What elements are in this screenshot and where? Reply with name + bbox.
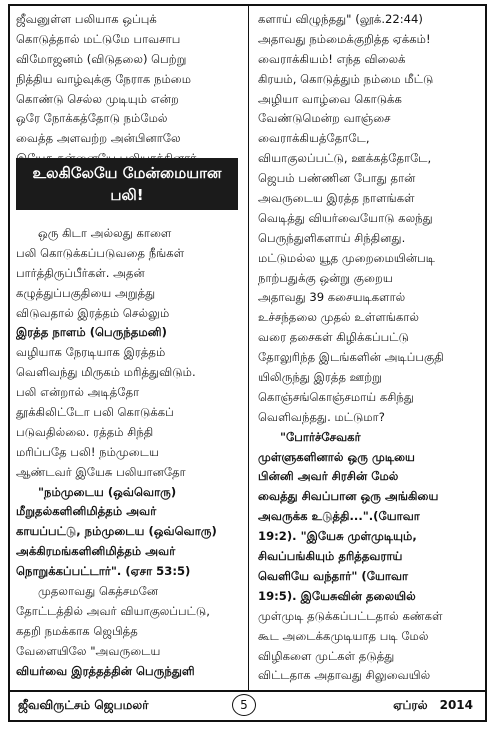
text-line: வரை தசைகள் கிழிக்கப்பட்டு (258, 330, 409, 345)
text-line: வைராக்கியத்தோடே, (258, 131, 370, 146)
text-line: வைராக்கியம்! எந்த விலைக் (258, 51, 406, 66)
text-line: அதாவது நம்மைக்குறித்த ஏக்கம்! (258, 31, 431, 46)
text-line: விமோஜனம் (விடுதலை) பெற்று (16, 51, 187, 66)
text-line: கிரயம், கொடுத்தும் நம்மை மீட்டு (258, 71, 434, 86)
text-line: யிலிருந்து இரத்த ஊற்று (258, 370, 382, 385)
text-line: பெருந்துளிகளாய் சிந்தினது. (258, 230, 406, 245)
text-line: வேண்டுமென்ற வாஞ்சை (258, 111, 391, 126)
text-line: இரத்த நாளம் (பெருந்தமனி) (16, 325, 167, 340)
text-line: வெளிவந்தது. மட்டுமா? (258, 409, 385, 424)
right-column (258, 10, 480, 686)
text-line: அழியா வாழ்வை கொடுக்க (258, 91, 402, 106)
text-line: அவருடைய இரத்த நாளங்கள் (258, 191, 415, 206)
heading-line-1: உலகிலேயே மேன்மையான (32, 164, 222, 182)
text-line: களாய் விழுந்தது" (லூக்.22:44) (258, 12, 423, 26)
text-line: பார்த்திருப்பீர்கள். அதன் (16, 265, 145, 280)
text-line: தூக்கிலிட்டோ பலி கொடுக்கப் (16, 405, 174, 420)
text-line: முள்முடி தடுக்கப்பட்டதால் கண்கள் (258, 608, 443, 623)
text-line: உச்சந்தலை முதல் உள்ளங்கால் (258, 310, 420, 325)
text-line: மட்டுமல்ல யூத முறைமையின்படி (258, 250, 435, 265)
text-line: வேளையிலே "அவருடைய (16, 643, 161, 658)
text-line: வைத்த அளவற்ற அன்பினாலே (16, 131, 181, 146)
text-line: முள்ளுகளினால் ஒரு முடியை (258, 449, 415, 464)
text-line: ஒரு கிடா அல்லது காளை (38, 226, 172, 240)
text-line: பலி என்றால் அடித்தோ (16, 385, 140, 400)
text-line: அவருக்க உடுத்தி...".(யோவா (258, 509, 420, 524)
text-line: படுவதில்லை. ரத்தம் சிந்தி (16, 424, 154, 439)
issue-date (381, 698, 473, 714)
text-line: கொடுத்தால் மட்டுமே பாவசாப (16, 31, 181, 46)
text-line: காயப்பட்டு, நம்முடைய (ஒவ்வொரு) (16, 524, 217, 539)
left-column-bottom (16, 224, 238, 681)
text-line: வைத்து சிவப்பான ஒரு அங்கியை (258, 489, 439, 504)
text-line: வெளியே வந்தார்" (யோவா (258, 568, 409, 583)
text-line: விடுவதால் இரத்தம் செல்லும் (16, 305, 170, 320)
text-line: பலி கொடுக்கப்படுவதை நீங்கள் (16, 245, 185, 260)
text-line: விழிகளை முட்கள் தடுத்து (258, 648, 395, 663)
text-line: கூட அடைக்கமுடியாத படி மேல் (258, 628, 429, 643)
text-line: அக்கிரமங்களினிமித்தம் அவர் (16, 544, 176, 559)
text-line: "போர்ச்சேவகர் (280, 429, 361, 444)
heading-line-2: பலி! (110, 186, 144, 204)
issue-month: ஏப்ரல் (393, 698, 428, 712)
text-line: வெளிவந்து மிருகம் மரித்துவிடும். (16, 365, 196, 380)
text-line: மீறுதல்களினிமித்தம் அவர் (16, 504, 157, 519)
text-line: தோட்டத்தில் அவர் வியாகுலப்பட்டு, (16, 603, 210, 618)
text-line: வழியாக நேரடியாக இரத்தம் (16, 345, 166, 360)
text-line: ஆண்டவர் இயேசு பலியானதோ (16, 464, 186, 479)
left-column-top (16, 10, 238, 169)
text-line: அதாவது 39 கசையடிகளால் (258, 290, 406, 305)
text-line: 19:5). இயேசுவின் தலையில் (258, 588, 416, 603)
text-line: வெடித்து வியர்வையோடு கலந்து (258, 210, 433, 225)
text-line: சிவப்பங்கியும் தரித்தவராய் (258, 549, 403, 564)
magazine-title: ஜீவவிருட்சம் ஜெபமலர் (18, 698, 149, 712)
text-line: மரிப்பதே பலி! நம்முடைய (16, 444, 159, 459)
section-heading (16, 158, 238, 210)
column-divider (248, 6, 249, 690)
text-line: கதறி நமக்காக ஜெபித்த (16, 623, 138, 638)
text-line: தோலுரிந்த இடங்களின் அடிப்பகுதி (258, 350, 444, 365)
text-line: நித்திய வாழ்வுக்கு நேராக நம்மை (16, 71, 192, 86)
text-line: கொண்டு செல்ல முடியும் என்ற (16, 91, 179, 106)
text-line: ஒரே நோக்கத்தோடு நம்மேல் (16, 111, 168, 126)
page-number: 5 (232, 694, 256, 716)
text-line: 19:2). "இயேசு முள்முடியும், (258, 529, 417, 544)
text-line: கழுத்துப்பகுதியை அறுத்து (16, 285, 156, 300)
magazine-page (8, 4, 487, 722)
text-line: பின்னி அவர் சிரசின் மேல் (258, 469, 399, 484)
text-line: நொறுக்கப்பட்டார்". (ஏசா 53:5) (16, 564, 191, 579)
text-line: ஜீவனுள்ள பலியாக ஒப்புக் (16, 12, 157, 26)
text-line: கொஞ்சங்கொஞ்சமாய் கசிந்து (258, 389, 414, 404)
page-footer (10, 690, 485, 722)
text-line: விட்டதாக அதாவது சிலுவையில் (258, 668, 431, 683)
issue-year: 2014 (439, 698, 473, 712)
text-line: "நம்முடைய (ஒவ்வொரு) (38, 484, 177, 499)
text-line: வியாகுலப்பட்டு, ஊக்கத்தோடே, (258, 151, 432, 166)
text-line: முதலாவது கெத்சமனே (38, 584, 159, 599)
text-line: நாற்பதுக்கு ஒன்று குறைய (258, 270, 393, 285)
text-line: வியர்வை இரத்தத்தின் பெருந்துளி (16, 663, 195, 678)
text-line: ஜெபம் பண்ணின போது தான் (258, 171, 416, 186)
